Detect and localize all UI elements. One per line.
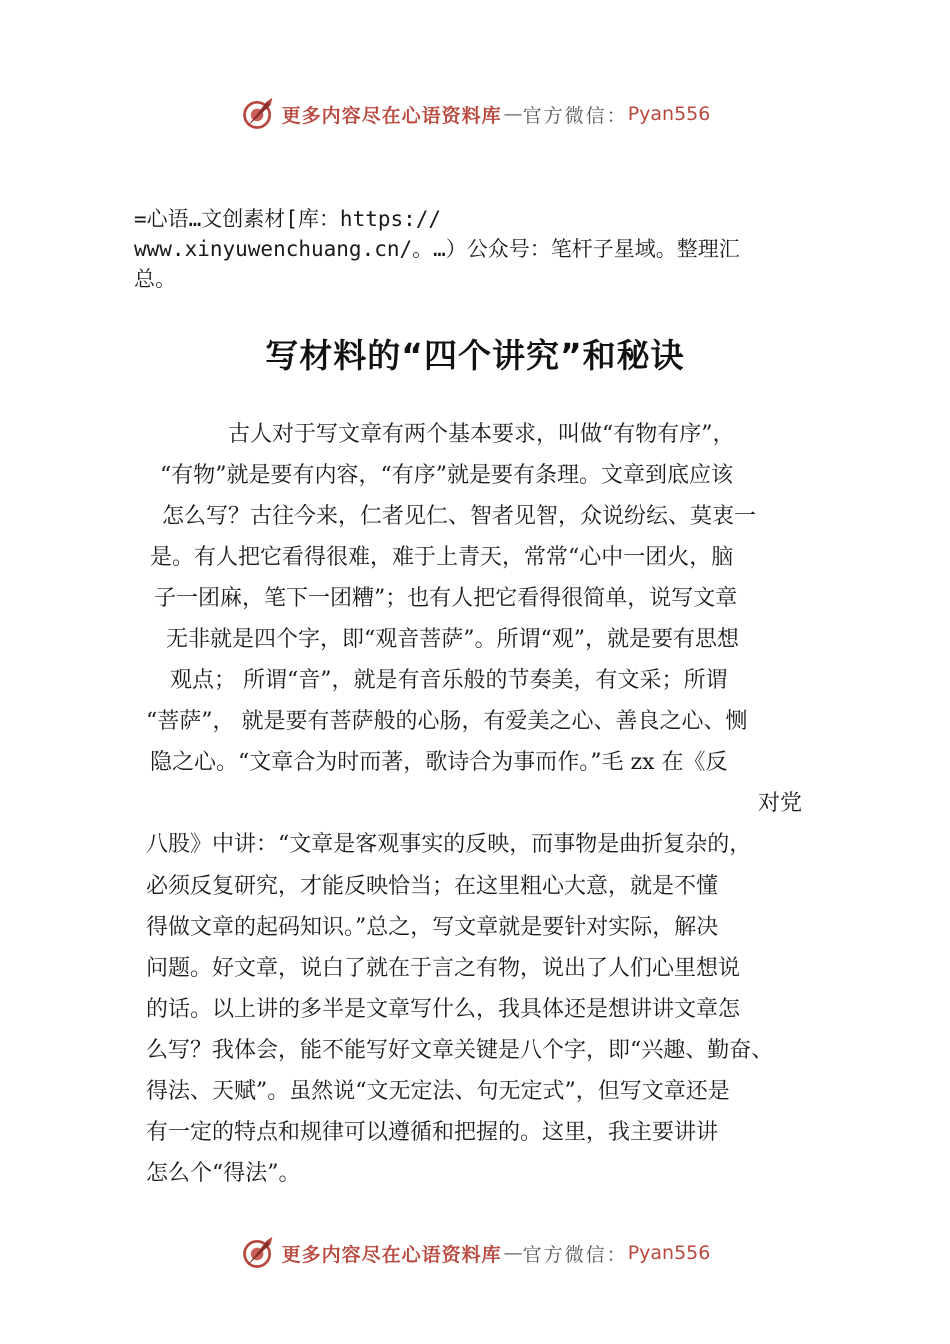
intro-line: =心语…文创素材[库：https://: [134, 207, 442, 231]
body-line: “菩萨”， 就是要有菩萨般的心肠，有爱美之心、善良之心、恻: [146, 709, 748, 734]
banner-wechat-label: 官方微信：: [522, 104, 628, 127]
body-line: 古人对于写文章有两个基本要求，叫做“有物有序”，: [228, 422, 735, 447]
body-line: 得做文章的起码知识。”总之，写文章就是要针对实际，解决: [146, 915, 719, 940]
intro-block: [134, 204, 834, 294]
body-line: 八股》中讲：“文章是客观事实的反映，而事物是曲折复杂的，: [146, 832, 752, 857]
body-line: 怎么个“得法”。: [146, 1161, 301, 1186]
body-line: 对党: [758, 791, 803, 816]
body-line: 是。有人把它看得很难，难于上青天，常常“心中一团火，脑: [150, 545, 734, 570]
body-line: 么写？我体会，能不能写好文章关键是八个字，即“兴趣、勤奋、: [146, 1038, 774, 1063]
body-line: 有一定的特点和规律可以遵循和把握的。这里，我主要讲讲: [146, 1120, 719, 1145]
header-banner: [0, 94, 950, 134]
banner-dash: —: [503, 1242, 521, 1264]
body-line: 子一团麻，笔下一团糟”；也有人把它看得很简单，说写文章: [154, 586, 738, 611]
banner-wechat-id: Pyan556: [627, 103, 711, 125]
body-line: 观点； 所谓“音”，就是有音乐般的节奏美，有文采；所谓: [170, 668, 728, 693]
body-line: 问题。好文章，说白了就在于言之有物，说出了人们心里想说: [146, 956, 741, 981]
body-line: 必须反复研究，才能反映恰当；在这里粗心大意，就是不懂: [146, 874, 719, 899]
banner-wechat-label: 官方微信：: [522, 1243, 628, 1266]
banner-main-text: 更多内容尽在心语资料库: [281, 1243, 502, 1266]
body-line: 的话。以上讲的多半是文章写什么，我具体还是想讲讲文章怎: [146, 997, 741, 1022]
quill-logo-icon: [240, 1235, 276, 1271]
body-line: 隐之心。“文章合为时而著，歌诗合为事而作。”毛 zx 在《反: [150, 750, 728, 775]
banner-main-text: 更多内容尽在心语资料库: [281, 104, 502, 127]
document-title: 写材料的“四个讲究”和秘诀: [265, 336, 685, 375]
intro-line: 总。: [134, 267, 176, 291]
banner-dash: —: [503, 103, 521, 125]
footer-banner: [0, 1233, 950, 1273]
body-line: 得法、天赋”。虽然说“文无定法、句无定式”，但写文章还是: [146, 1079, 730, 1104]
body-line: “有物”就是要有内容，“有序”就是要有条理。文章到底应该: [160, 463, 733, 488]
banner-wechat-id: Pyan556: [627, 1242, 711, 1264]
body-line: 无非就是四个字，即“观音菩萨”。所谓“观”，就是要有思想: [166, 627, 739, 652]
quill-logo-icon: [240, 96, 276, 132]
body-line: 怎么写？古往今来，仁者见仁、智者见智，众说纷纭、莫衷一: [162, 504, 757, 529]
intro-line: www.xinyuwenchuang.cn/。…）公众号：笔杆子星域。整理汇: [134, 237, 740, 261]
